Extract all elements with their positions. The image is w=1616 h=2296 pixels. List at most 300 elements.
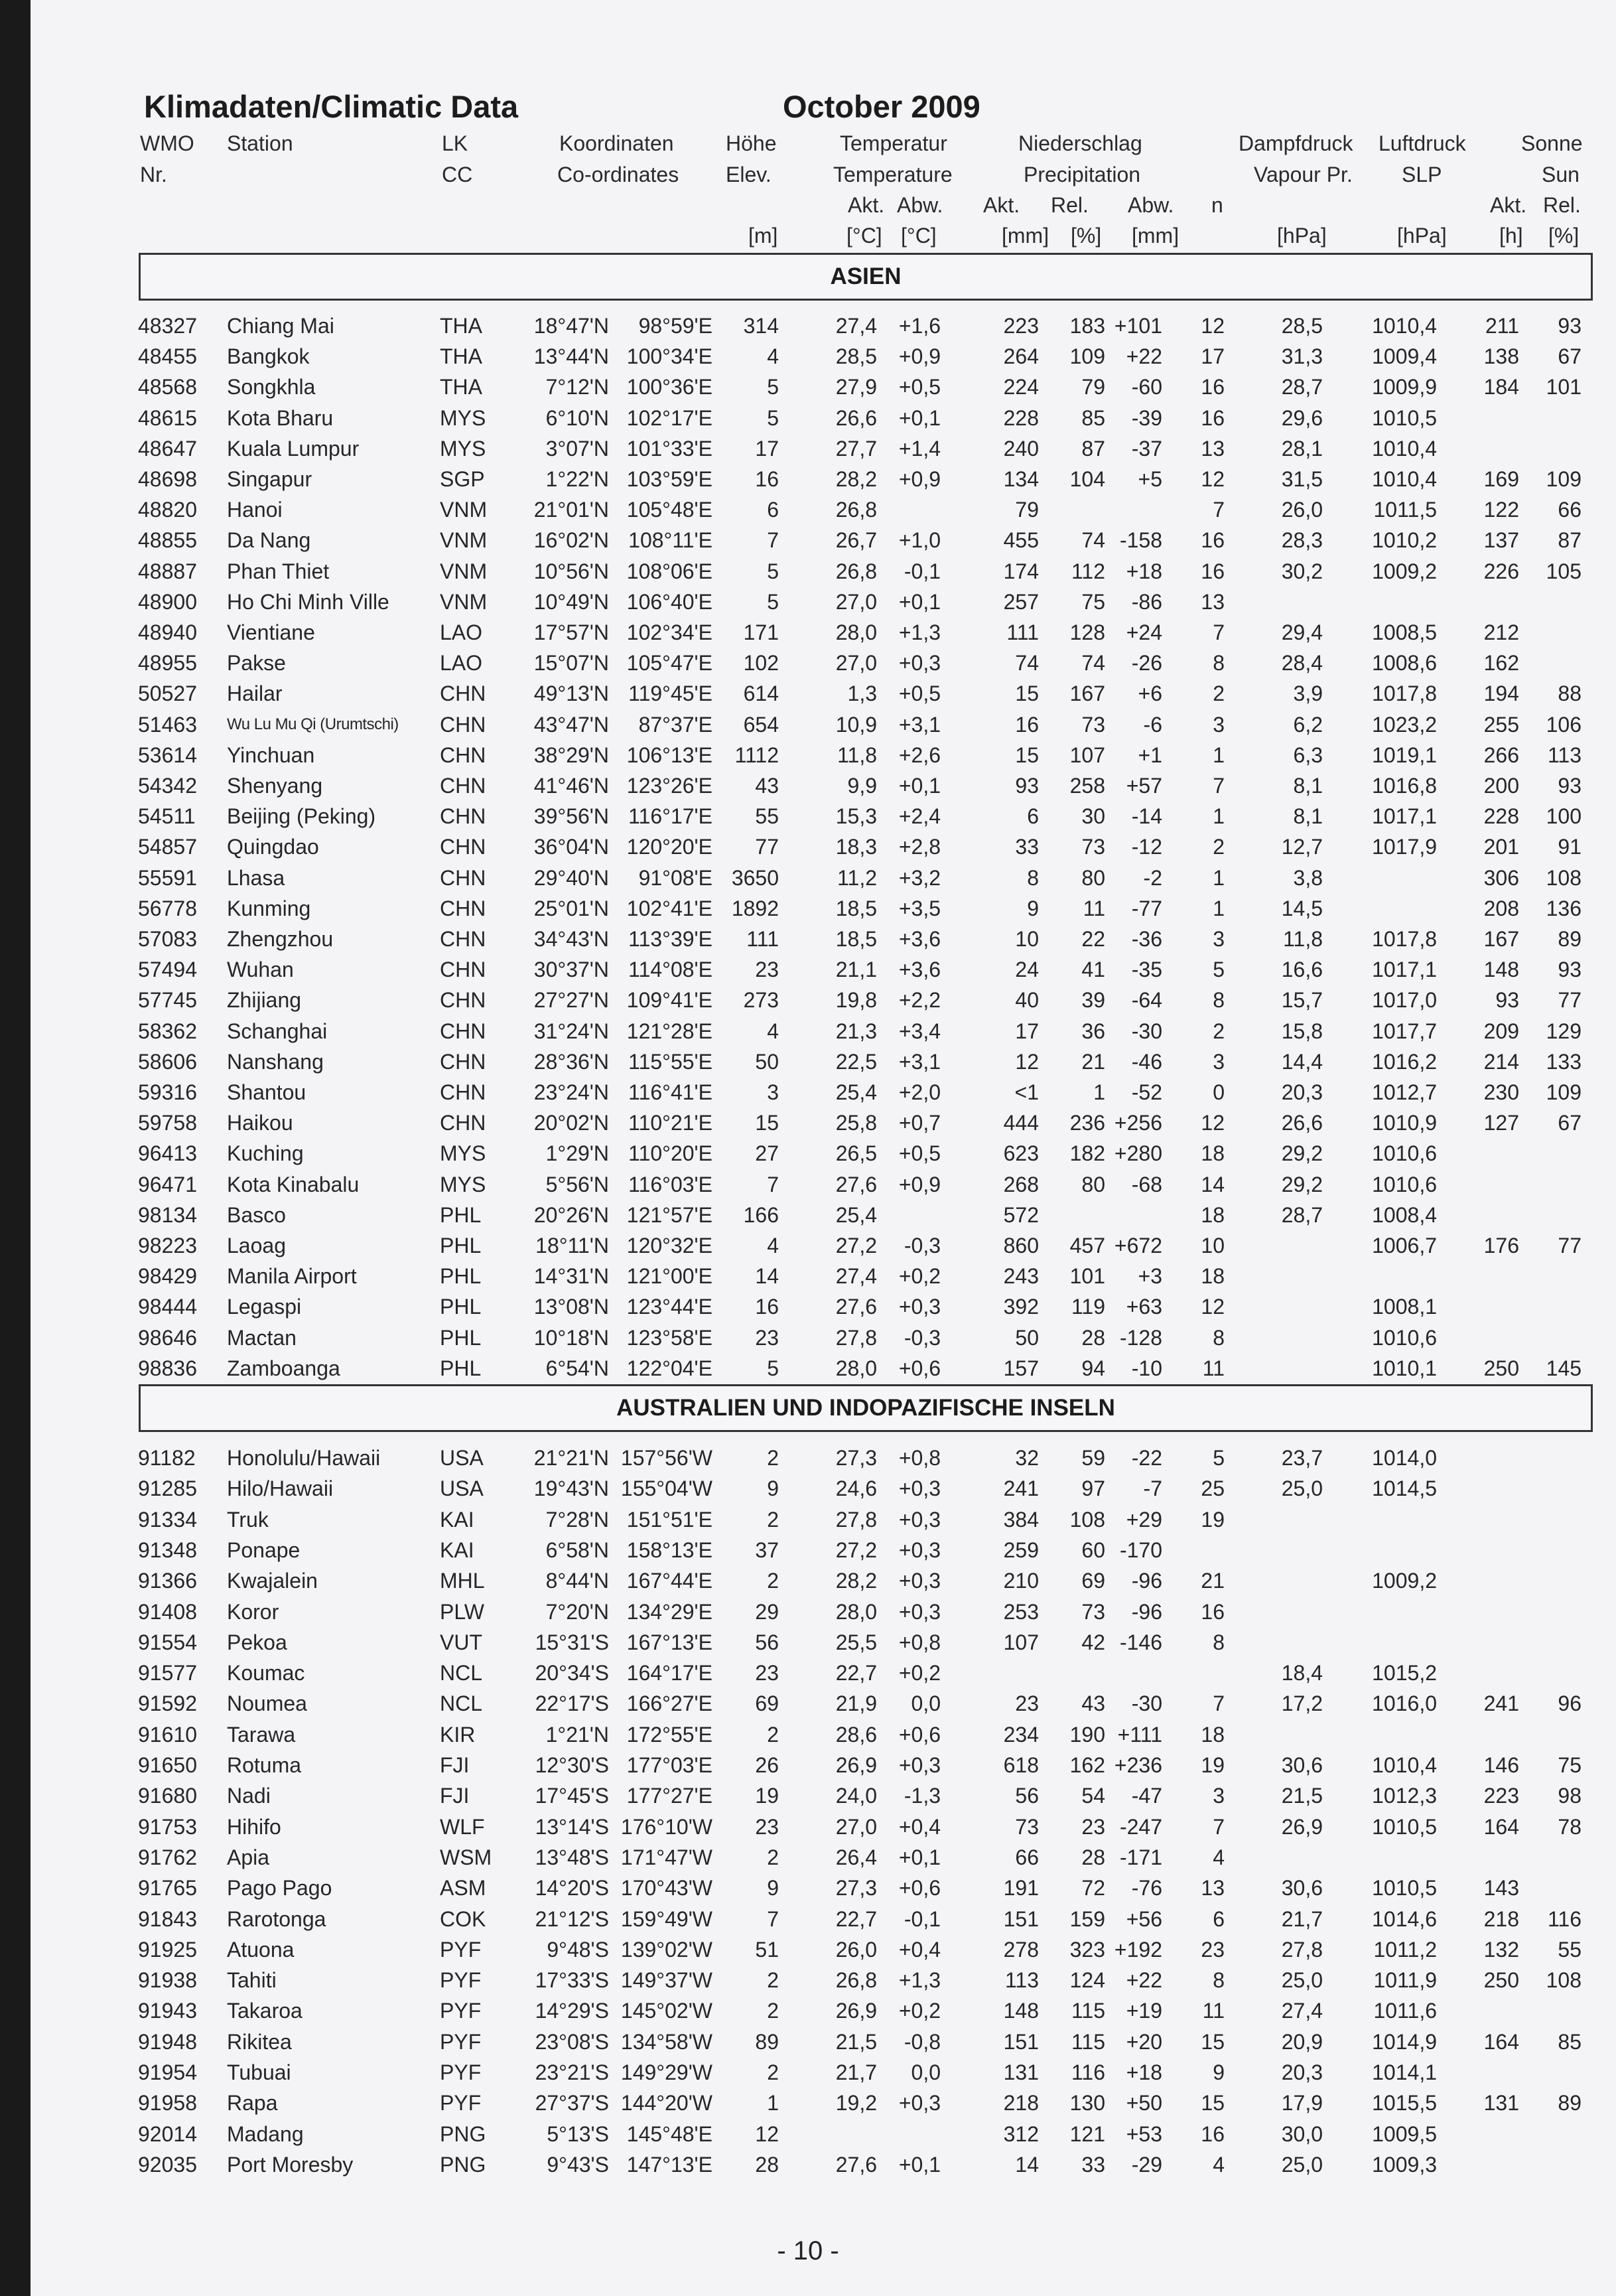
precipitation-relative-cell: 54 <box>1081 1784 1105 1808</box>
sea-level-pressure-cell: 1011,2 <box>1373 1937 1437 1962</box>
latitude-cell: 38°29'N <box>533 743 609 767</box>
vapour-pressure-cell: 26,0 <box>1281 498 1323 522</box>
elevation-cell: 5 <box>767 589 779 614</box>
elevation-cell: 5 <box>767 559 779 583</box>
sea-level-pressure-cell: 1014,6 <box>1372 1906 1437 1931</box>
longitude-cell: 102°17'E <box>626 405 712 430</box>
precipitation-deviation-cell: -170 <box>1119 1538 1162 1562</box>
vapour-pressure-cell: 31,5 <box>1281 467 1323 491</box>
station-cell: Hilo/Hawaii <box>227 1476 334 1501</box>
precipitation-cell: 253 <box>1003 1599 1039 1624</box>
latitude-cell: 7°28'N <box>545 1507 609 1532</box>
header-sun-rel: Rel. <box>1543 193 1581 217</box>
table-row <box>0 1323 1616 1353</box>
latitude-cell: 13°08'N <box>533 1295 609 1319</box>
elevation-cell: 3650 <box>731 865 779 890</box>
country-code-cell: THA <box>440 314 482 338</box>
table-row <box>0 1995 1616 2026</box>
precipitation-relative-cell: 97 <box>1081 1476 1105 1501</box>
temperature-deviation-cell: +0,1 <box>898 405 941 430</box>
precipitation-days-cell: 16 <box>1201 559 1225 583</box>
longitude-cell: 110°20'E <box>628 1141 712 1166</box>
precipitation-deviation-cell: +18 <box>1126 559 1162 583</box>
country-code-cell: CHN <box>440 682 486 706</box>
elevation-cell: 23 <box>755 1814 779 1839</box>
longitude-cell: 121°00'E <box>626 1264 712 1289</box>
wmo-cell: 57494 <box>138 958 197 982</box>
elevation-cell: 1 <box>767 2091 779 2116</box>
precipitation-deviation-cell: -30 <box>1131 1691 1162 1716</box>
temperature-deviation-cell: +0,8 <box>898 1446 941 1470</box>
sea-level-pressure-cell: 1016,8 <box>1372 774 1437 798</box>
precipitation-relative-cell: 79 <box>1081 375 1105 399</box>
latitude-cell: 13°14'S <box>535 1814 609 1839</box>
wmo-cell: 91366 <box>138 1569 197 1593</box>
station-cell: Apia <box>227 1845 270 1869</box>
wmo-cell: 91577 <box>138 1661 197 1686</box>
longitude-cell: 114°08'E <box>628 958 712 982</box>
wmo-cell: 98836 <box>138 1356 197 1380</box>
precipitation-deviation-cell: -96 <box>1131 1599 1162 1624</box>
elevation-cell: 7 <box>767 528 779 553</box>
temperature-deviation-cell: +2,8 <box>898 835 941 859</box>
precipitation-relative-cell: 59 <box>1081 1446 1105 1470</box>
precipitation-relative-cell: 258 <box>1069 774 1105 798</box>
sea-level-pressure-cell: 1011,9 <box>1373 1968 1437 1993</box>
precipitation-deviation-cell: -10 <box>1131 1356 1162 1380</box>
precipitation-relative-cell: 107 <box>1069 743 1105 767</box>
precipitation-relative-cell: 190 <box>1069 1722 1105 1747</box>
latitude-cell: 20°02'N <box>533 1111 609 1135</box>
header-temperature: Temperature <box>833 163 953 186</box>
longitude-cell: 109°41'E <box>626 988 712 1013</box>
country-code-cell: PNG <box>440 2121 486 2146</box>
temperature-cell: 28,5 <box>835 344 877 369</box>
wmo-cell: 91753 <box>138 1814 197 1839</box>
precipitation-cell: 623 <box>1003 1141 1039 1166</box>
precipitation-deviation-cell: +3 <box>1138 1264 1162 1289</box>
country-code-cell: FJI <box>440 1753 470 1777</box>
temperature-cell: 25,4 <box>835 1080 877 1104</box>
table-row <box>0 2088 1616 2118</box>
latitude-cell: 41°46'N <box>533 774 609 798</box>
table-row <box>0 1353 1616 1384</box>
longitude-cell: 123°44'E <box>626 1295 712 1319</box>
precipitation-days-cell: 12 <box>1201 314 1225 338</box>
longitude-cell: 139°02'W <box>620 1937 712 1962</box>
elevation-cell: 2 <box>767 2060 779 2084</box>
wmo-cell: 91554 <box>138 1630 197 1654</box>
vapour-pressure-cell: 11,8 <box>1283 927 1323 951</box>
precipitation-relative-cell: 128 <box>1069 620 1105 644</box>
longitude-cell: 116°17'E <box>628 804 712 829</box>
country-code-cell: FJI <box>440 1784 470 1808</box>
station-cell: Tubuai <box>227 2060 291 2084</box>
precipitation-days-cell: 17 <box>1201 344 1225 369</box>
vapour-pressure-cell: 6,3 <box>1293 743 1323 767</box>
header-sun: Sun <box>1542 163 1580 186</box>
precipitation-days-cell: 23 <box>1201 1937 1225 1962</box>
precipitation-relative-cell: 115 <box>1071 2029 1105 2054</box>
station-cell: Koumac <box>227 1661 305 1686</box>
vapour-pressure-cell: 12,7 <box>1281 835 1323 859</box>
temperature-deviation-cell: +3,6 <box>898 958 941 982</box>
precipitation-cell: 134 <box>1003 467 1039 491</box>
vapour-pressure-cell: 3,8 <box>1293 865 1323 890</box>
longitude-cell: 164°17'E <box>626 1661 712 1686</box>
temperature-cell: 27,0 <box>835 1814 877 1839</box>
precipitation-cell: 264 <box>1003 344 1039 369</box>
wmo-cell: 98444 <box>138 1295 197 1319</box>
temperature-deviation-cell: +0,2 <box>898 1661 941 1686</box>
sea-level-pressure-cell: 1017,9 <box>1372 835 1437 859</box>
precipitation-cell: 15 <box>1015 682 1039 706</box>
latitude-cell: 27°27'N <box>533 988 609 1013</box>
table-row <box>0 863 1616 893</box>
precipitation-relative-cell: 101 <box>1069 1264 1105 1289</box>
temperature-cell: 21,7 <box>835 2060 877 2084</box>
temperature-cell: 25,4 <box>835 1202 877 1227</box>
temperature-deviation-cell: 0,0 <box>911 1691 941 1716</box>
sea-level-pressure-cell: 1014,1 <box>1372 2060 1437 2084</box>
temperature-deviation-cell: +1,3 <box>898 1968 941 1993</box>
country-code-cell: CHN <box>440 896 486 920</box>
precipitation-relative-cell: 104 <box>1069 467 1105 491</box>
vapour-pressure-cell: 21,7 <box>1281 1906 1323 1931</box>
wmo-cell: 98223 <box>138 1234 197 1257</box>
precipitation-days-cell: 7 <box>1213 1691 1225 1716</box>
precipitation-cell: 12 <box>1015 1049 1039 1074</box>
station-cell: Zamboanga <box>227 1356 340 1380</box>
precipitation-relative-cell: 21 <box>1081 1049 1105 1074</box>
sea-level-pressure-cell: 1017,0 <box>1372 988 1437 1013</box>
table-row <box>0 2119 1616 2149</box>
latitude-cell: 22°17'S <box>535 1691 609 1716</box>
precipitation-deviation-cell: -47 <box>1131 1784 1162 1808</box>
temperature-cell: 21,1 <box>835 958 877 982</box>
header-sun-akt: Akt. <box>1490 193 1527 217</box>
longitude-cell: 167°44'E <box>626 1569 712 1593</box>
precipitation-relative-cell: 87 <box>1081 436 1105 461</box>
table-row <box>0 648 1616 678</box>
elevation-cell: 7 <box>767 1906 779 1931</box>
sea-level-pressure-cell: 1006,7 <box>1372 1234 1437 1257</box>
precipitation-cell: 174 <box>1003 559 1039 583</box>
precipitation-days-cell: 21 <box>1201 1569 1225 1593</box>
wmo-cell: 48698 <box>138 467 197 491</box>
temperature-cell: 27,4 <box>835 1264 877 1289</box>
table-row <box>0 1016 1616 1046</box>
elevation-cell: 17 <box>755 436 779 461</box>
precipitation-relative-cell: 130 <box>1069 2091 1105 2116</box>
country-code-cell: PHL <box>440 1264 482 1289</box>
sunshine-relative-cell: 106 <box>1546 712 1582 737</box>
station-cell: Laoag <box>227 1234 286 1257</box>
precipitation-cell: 224 <box>1003 375 1039 399</box>
wmo-cell: 96413 <box>138 1141 197 1166</box>
temperature-deviation-cell: +3,2 <box>898 865 941 890</box>
sea-level-pressure-cell: 1008,5 <box>1372 620 1437 644</box>
temperature-cell: 27,4 <box>835 314 877 338</box>
temperature-cell: 25,5 <box>835 1630 877 1654</box>
vapour-pressure-cell: 3,9 <box>1293 682 1323 706</box>
vapour-pressure-cell: 31,3 <box>1281 344 1323 369</box>
temperature-deviation-cell: +1,3 <box>898 620 941 644</box>
precipitation-cell: 392 <box>1003 1295 1039 1319</box>
header-coordinates: Co-ordinates <box>557 163 679 186</box>
country-code-cell: CHN <box>440 865 486 890</box>
country-code-cell: PHL <box>440 1234 482 1257</box>
precipitation-days-cell: 8 <box>1213 1325 1225 1350</box>
station-cell: Lhasa <box>227 865 285 890</box>
country-code-cell: KAI <box>440 1507 474 1532</box>
table-row <box>0 1904 1616 1934</box>
elevation-cell: 102 <box>743 651 779 676</box>
precipitation-relative-cell: 94 <box>1081 1356 1105 1380</box>
wmo-cell: 58362 <box>138 1019 197 1043</box>
precipitation-deviation-cell: -76 <box>1131 1876 1162 1901</box>
elevation-cell: 2 <box>767 1999 779 2023</box>
station-cell: Phan Thiet <box>227 559 330 583</box>
vapour-pressure-cell: 29,2 <box>1281 1141 1323 1166</box>
sunshine-relative-cell: 85 <box>1558 2029 1582 2054</box>
vapour-pressure-cell: 23,7 <box>1281 1446 1323 1470</box>
precipitation-days-cell: 8 <box>1213 988 1225 1013</box>
precipitation-relative-cell: 41 <box>1081 958 1105 982</box>
table-row <box>0 985 1616 1015</box>
vapour-pressure-cell: 14,5 <box>1281 896 1323 920</box>
precipitation-relative-cell: 162 <box>1069 1753 1105 1777</box>
table-row <box>0 1750 1616 1780</box>
temperature-cell: 27,6 <box>835 1295 877 1319</box>
sea-level-pressure-cell: 1010,6 <box>1372 1325 1437 1350</box>
precipitation-cell: 228 <box>1003 405 1039 430</box>
sunshine-relative-cell: 101 <box>1546 375 1582 399</box>
table-row <box>0 1873 1616 1903</box>
elevation-cell: 273 <box>743 988 779 1013</box>
country-code-cell: CHN <box>440 958 486 982</box>
vapour-pressure-cell: 28,5 <box>1281 314 1323 338</box>
precipitation-days-cell: 18 <box>1201 1141 1225 1166</box>
wmo-cell: 54342 <box>138 774 197 798</box>
table-row <box>0 1504 1616 1535</box>
sunshine-hours-cell: 148 <box>1483 958 1519 982</box>
table-row <box>0 1230 1616 1261</box>
station-cell: Yinchuan <box>227 743 315 767</box>
wmo-cell: 59316 <box>138 1080 197 1104</box>
elevation-cell: 55 <box>755 804 779 829</box>
longitude-cell: 116°41'E <box>628 1080 712 1104</box>
sunshine-relative-cell: 116 <box>1547 1906 1582 1931</box>
longitude-cell: 151°51'E <box>626 1507 712 1532</box>
table-row <box>0 1719 1616 1750</box>
precipitation-relative-cell: 73 <box>1081 712 1105 737</box>
precipitation-cell: 107 <box>1003 1630 1039 1654</box>
wmo-cell: 48820 <box>138 498 197 522</box>
wmo-cell: 48647 <box>138 436 197 461</box>
country-code-cell: MYS <box>440 1141 486 1166</box>
elevation-cell: 2 <box>767 1446 779 1470</box>
latitude-cell: 20°26'N <box>533 1202 609 1227</box>
country-code-cell: VNM <box>440 589 488 614</box>
precipitation-days-cell: 9 <box>1213 2060 1225 2084</box>
precipitation-deviation-cell: -2 <box>1143 865 1162 890</box>
table-row <box>0 1565 1616 1596</box>
table-row <box>0 1658 1616 1688</box>
table-row <box>0 1535 1616 1565</box>
precipitation-days-cell: 5 <box>1213 958 1225 982</box>
header-lk: LK <box>442 131 468 155</box>
longitude-cell: 105°48'E <box>626 498 712 522</box>
latitude-cell: 17°33'S <box>535 1968 609 1993</box>
latitude-cell: 39°56'N <box>533 804 609 829</box>
station-cell: Rapa <box>227 2091 278 2116</box>
precipitation-deviation-cell: -39 <box>1131 405 1162 430</box>
elevation-cell: 15 <box>755 1111 779 1135</box>
sunshine-hours-cell: 164 <box>1483 2029 1519 2054</box>
latitude-cell: 19°43'N <box>533 1476 609 1501</box>
sunshine-relative-cell: 145 <box>1546 1356 1582 1380</box>
precipitation-cell: 73 <box>1015 1814 1039 1839</box>
latitude-cell: 7°20'N <box>545 1599 609 1624</box>
sunshine-relative-cell: 75 <box>1558 1753 1582 1777</box>
temperature-cell: 18,5 <box>835 896 877 920</box>
longitude-cell: 100°34'E <box>626 344 712 369</box>
sea-level-pressure-cell: 1017,8 <box>1372 682 1437 706</box>
sunshine-hours-cell: 132 <box>1483 1937 1519 1962</box>
elevation-cell: 9 <box>767 1876 779 1901</box>
precipitation-deviation-cell: +63 <box>1126 1295 1162 1319</box>
station-cell: Bangkok <box>227 344 310 369</box>
temperature-deviation-cell: +0,3 <box>898 1295 941 1319</box>
precipitation-deviation-cell: -128 <box>1119 1325 1162 1350</box>
station-cell: Legaspi <box>227 1295 302 1319</box>
elevation-cell: 314 <box>743 314 779 338</box>
table-row <box>0 1812 1616 1842</box>
vapour-pressure-cell: 6,2 <box>1293 712 1323 737</box>
country-code-cell: MYS <box>440 405 486 430</box>
latitude-cell: 6°54'N <box>545 1356 609 1380</box>
header-prec-akt-unit: [mm] <box>1002 224 1049 248</box>
station-cell: Ho Chi Minh Ville <box>227 589 389 614</box>
longitude-cell: 119°45'E <box>628 682 712 706</box>
elevation-cell: 50 <box>755 1049 779 1074</box>
latitude-cell: 16°02'N <box>533 528 609 553</box>
precipitation-relative-cell: 236 <box>1069 1111 1105 1135</box>
table-row <box>0 372 1616 402</box>
temperature-deviation-cell: -1,3 <box>904 1784 941 1808</box>
sea-level-pressure-cell: 1009,4 <box>1372 344 1437 369</box>
wmo-cell: 92035 <box>138 2152 197 2177</box>
table-row <box>0 403 1616 433</box>
table-row <box>0 678 1616 709</box>
table-row <box>0 1443 1616 1473</box>
country-code-cell: CHN <box>440 927 486 951</box>
latitude-cell: 31°24'N <box>533 1019 609 1043</box>
wmo-cell: 48955 <box>138 651 197 676</box>
station-cell: Da Nang <box>227 528 311 553</box>
temperature-deviation-cell: +2,0 <box>898 1080 941 1104</box>
sea-level-pressure-cell: 1014,5 <box>1372 1476 1437 1501</box>
precipitation-cell: 32 <box>1015 1446 1039 1470</box>
latitude-cell: 10°18'N <box>533 1325 609 1350</box>
temperature-deviation-cell: +0,1 <box>898 774 941 798</box>
station-cell: Zhengzhou <box>227 927 334 951</box>
precipitation-deviation-cell: -146 <box>1119 1630 1162 1654</box>
table-row <box>0 1108 1616 1138</box>
temperature-deviation-cell: +0,4 <box>898 1814 941 1839</box>
sunshine-hours-cell: 127 <box>1483 1111 1519 1135</box>
sunshine-relative-cell: 109 <box>1546 1080 1582 1104</box>
country-code-cell: COK <box>440 1906 486 1931</box>
country-code-cell: PHL <box>440 1325 482 1350</box>
table-row <box>0 433 1616 464</box>
precipitation-days-cell: 18 <box>1201 1202 1225 1227</box>
sunshine-relative-cell: 108 <box>1546 1968 1582 1993</box>
precipitation-days-cell: 1 <box>1213 743 1225 767</box>
temperature-cell: 24,0 <box>835 1784 877 1808</box>
station-cell: Rotuma <box>227 1753 302 1777</box>
precipitation-deviation-cell: +1 <box>1138 743 1162 767</box>
precipitation-relative-cell: 112 <box>1071 559 1105 583</box>
precipitation-deviation-cell: +53 <box>1126 2121 1162 2146</box>
elevation-cell: 26 <box>755 1753 779 1777</box>
wmo-cell: 54511 <box>138 804 196 829</box>
precipitation-cell: 8 <box>1027 865 1039 890</box>
longitude-cell: 102°34'E <box>626 620 712 644</box>
precipitation-relative-cell: 124 <box>1069 1968 1105 1993</box>
country-code-cell: CHN <box>440 774 486 798</box>
precipitation-cell: 240 <box>1003 436 1039 461</box>
station-cell: Beijing (Peking) <box>227 804 376 829</box>
latitude-cell: 9°48'S <box>547 1937 609 1962</box>
precipitation-relative-cell: 167 <box>1069 682 1105 706</box>
temperature-cell: 28,0 <box>835 1599 877 1624</box>
precipitation-relative-cell: 80 <box>1081 1172 1105 1196</box>
precipitation-relative-cell: 28 <box>1081 1325 1105 1350</box>
vapour-pressure-cell: 15,8 <box>1281 1019 1323 1043</box>
table-row <box>0 1200 1616 1230</box>
country-code-cell: PHL <box>440 1202 482 1227</box>
precipitation-cell: 23 <box>1015 1691 1039 1716</box>
longitude-cell: 100°36'E <box>626 375 712 399</box>
page-number: - 10 - <box>777 2236 839 2265</box>
precipitation-deviation-cell: -52 <box>1131 1080 1162 1104</box>
temperature-deviation-cell: +0,2 <box>898 1999 941 2023</box>
station-cell: Koror <box>227 1599 279 1624</box>
longitude-cell: 155°04'W <box>620 1476 712 1501</box>
station-cell: Rarotonga <box>227 1906 326 1931</box>
temperature-deviation-cell: -0,8 <box>904 2029 941 2054</box>
precipitation-relative-cell: 22 <box>1081 927 1105 951</box>
vapour-pressure-cell: 30,0 <box>1281 2121 1323 2146</box>
precipitation-cell: 259 <box>1003 1538 1039 1562</box>
precipitation-cell: 241 <box>1003 1476 1039 1501</box>
precipitation-cell: 14 <box>1015 2152 1039 2177</box>
temperature-cell: 26,5 <box>835 1141 877 1166</box>
temperature-deviation-cell: +0,7 <box>898 1111 941 1135</box>
sunshine-relative-cell: 78 <box>1558 1814 1582 1839</box>
precipitation-relative-cell: 36 <box>1081 1019 1105 1043</box>
precipitation-relative-cell: 85 <box>1081 405 1105 430</box>
country-code-cell: USA <box>440 1446 484 1470</box>
latitude-cell: 21°01'N <box>533 498 609 522</box>
longitude-cell: 167°13'E <box>626 1630 712 1654</box>
country-code-cell: PYF <box>440 1937 482 1962</box>
temperature-cell: 28,6 <box>835 1722 877 1747</box>
latitude-cell: 43°47'N <box>533 712 609 737</box>
longitude-cell: 98°59'E <box>638 314 712 338</box>
